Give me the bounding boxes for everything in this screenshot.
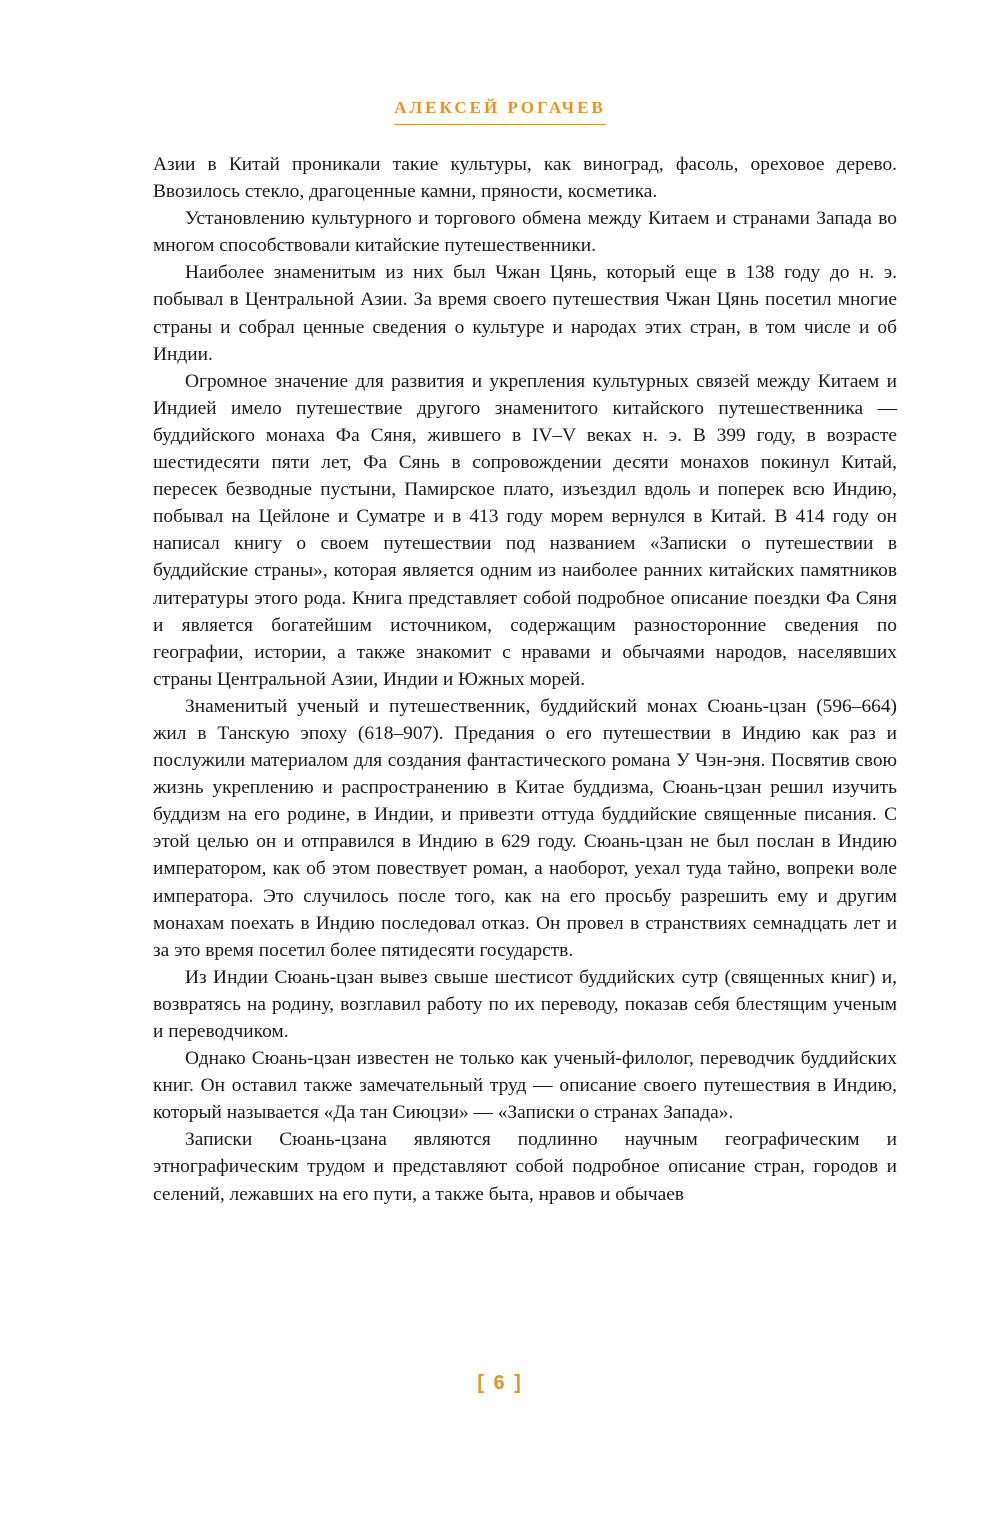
page-number-open-bracket: [ bbox=[477, 1372, 486, 1394]
paragraph-7: Однако Сюань-цзан известен не только как ученый-филолог, переводчик буддийских книг. Он оставил также замечательный труд — описание своего путешествия в Индию, который называется «Да тан Сиюцзи» — «Записки о странах Запада». bbox=[153, 1048, 897, 1124]
running-head bbox=[0, 98, 1000, 125]
running-head-author: АЛЕКСЕЙ РОГАЧЕВ bbox=[394, 98, 606, 125]
paragraph-3: Наиболее знаменитым из них был Чжан Цянь, который еще в 138 году до н. э. побывал в Центральной Азии. За время своего путешествия Чжан Цянь посетил многие страны и собрал ценные сведения о культуре и народах этих стран, в том числе и об Индии. bbox=[153, 262, 897, 365]
paragraph-1: Азии в Китай проникали такие культуры, как виноград, фасоль, ореховое дерево. Ввозилось стекло, драгоценные камни, пряности, косметика. bbox=[153, 154, 897, 203]
paragraph-4: Огромное значение для развития и укрепления культурных связей между Китаем и Индией имело путешествие другого знаменитого китайского путешественника — буддийского монаха Фа Сяня, жившего в IV–V веках н. э. В 399 году, в возрасте шестидесяти пяти лет, Фа Сянь в сопровождении десяти монахов покинул Китай, пересек безводные пустыни, Памирское плато, изъездил вдоль и поперек всю Индию, побывал на Цейлоне и Суматре и в 413 году морем вернулся в Китай. В 414 году он написал книгу о своем путешествии под названием «Записки о путешествии в буддийские страны», которая является одним из наиболее ранних китайских памятников литературы этого рода. Книга представляет собой подробное описание поездки Фа Сяня и является богатейшим источником, содержащим разносторонние сведения по географии, истории, а также знакомит с нравами и обычаями народов, населявших страны Центральной Азии, Индии и Южных морей. bbox=[153, 370, 897, 690]
page-number-value: 6 bbox=[493, 1372, 507, 1394]
paragraph-8: Записки Сюань-цзана являются подлинно научным географическим и этнографическим трудом и представляют собой подробное описание стран, городов и селений, лежавших на его пути, а также быта, нравов и обычаев bbox=[153, 1129, 897, 1205]
page-number-close-bracket: ] bbox=[514, 1372, 523, 1394]
page-number bbox=[0, 1372, 1000, 1395]
body-text bbox=[153, 151, 897, 1208]
paragraph-5: Знаменитый ученый и путешественник, буддийский монах Сюань-цзан (596–664) жил в Танскую эпоху (618–907). Предания о его путешествии в Индию как раз и послужили материалом для создания фантастического романа У Чэн-эня. Посвятив свою жизнь укреплению и распространению в Китае буддизма, Сюань-цзан решил изучить буддизм на его родине, в Индии, и привезти оттуда буддийские священные писания. С этой целью он и отправился в Индию в 629 году. Сюань-цзан не был послан в Индию императором, как об этом повествует роман, а наоборот, уехал туда тайно, вопреки воле императора. Это случилось после того, как на его просьбу разрешить ему и другим монахам поехать в Индию последовал отказ. Он провел в странствиях семнадцать лет и за это время посетил более пятидесяти государств. bbox=[153, 695, 897, 961]
paragraph-6: Из Индии Сюань-цзан вывез свыше шестисот буддийских сутр (священных книг) и, возвратясь на родину, возглавил работу по их переводу, показав себя блестящим ученым и переводчиком. bbox=[153, 966, 897, 1042]
paragraph-2: Установлению культурного и торгового обмена между Китаем и странами Запада во многом способствовали китайские путешественники. bbox=[153, 208, 897, 257]
